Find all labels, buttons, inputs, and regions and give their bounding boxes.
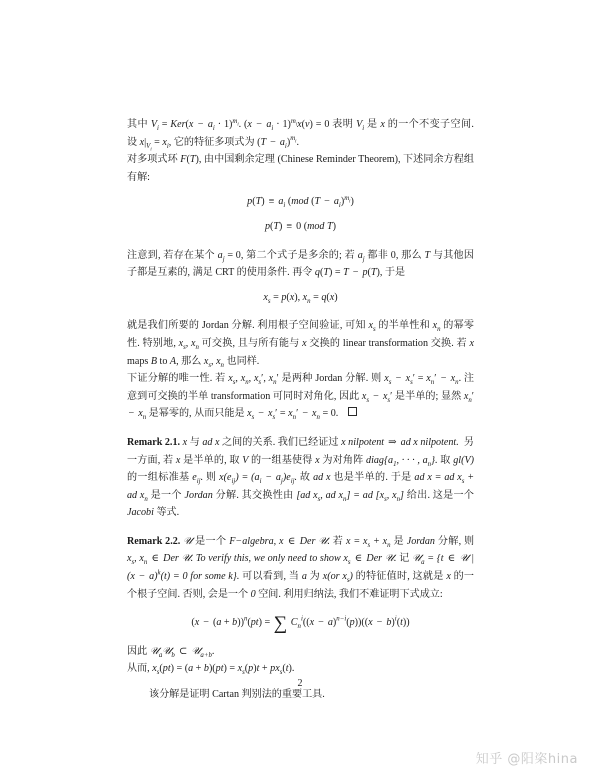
equation-1: $p(T) \equiv a_i$ (mod $(T - a_i)^{m_i}$) [247, 195, 354, 210]
paragraph-3: 注意到, 若存在某个 $a_j = 0$, 第二个式子是多余的; 若 $a_j$ 都非 0, 那么 T 与其他因子都是互素的, 满足 CRT 的使用条件. 再令 q(T) = T − p(T), 于是 [127, 249, 474, 279]
equation-2: p(T) ≡ 0 (mod T) [264, 220, 336, 232]
remark-2-2: Remark 2.2. 𝒰 是一个 F−algebra, x ∈ Der 𝒰. 若 $x = x_s + x_n$ 是 Jordan 分解, 则 $x_s$, $x_n$ ∈ Der 𝒰. To verify this, we only need to show $x_s$ ∈ Der 𝒰. 记 𝒰$_a$ = {t ∈ 𝒰 | $(x - a)^k(t) = 0$ for some k}. 可以看到, 当 a 为 x(or $x_s$) 的特征值时, 这就是 x 的一个根子空间. 否则, 会是一个 0 空间. 利用归纳法, 我们不难证明下式成立: [127, 535, 475, 600]
remark-2-1: Remark 2.1. x 与 ad x 之间的关系. 我们已经证过 x nilpotent ⇒ ad x nilpotent. 另一方面, 若 x 是半单的, 取 V 的一组基使得 x 为对角阵 $diag\{a_1$, · · · , $a_n$}. 取 gl(V) 的一组标准基 $e_{ij}$. 则 $x(e_{ij}) = (a_i - a_j)e_{ij}$. 故 ad x 也是半单的. 于是 ad x = ad $x_s$ + ad $x_n$ 是一个 Jordan 分解. 其交换性由 [ad $x_s$, ad $x_n$] = ad [$x_s$, $x_n$] 给出. 这是一个 Jacobi 等式. [127, 436, 475, 519]
paragraph-8: 该分解是证明 Cartan 判别法的重要工具. [149, 689, 325, 701]
equation-3: $x_s = p(x)$, $x_n = q(x)$ [263, 291, 338, 305]
summation-symbol: ∑ [273, 613, 288, 635]
paragraph-6: 因此 𝒰$_a$𝒰$_b$ ⊂ 𝒰$_{a+b}$. [127, 645, 215, 659]
qed-symbol [348, 407, 357, 416]
paragraph-7: 从而, $x_s(pt) = (a + b)(pt) = x_s(p)t + px_s(t)$. [127, 663, 295, 677]
remark-2-1-label: Remark 2.1. [127, 436, 181, 448]
page-content [127, 116, 474, 704]
page-number: 2 [297, 678, 303, 689]
spacer [127, 522, 474, 533]
paragraph-1: 其中 $V_i = Ker(x - a_i \cdot 1)^{m_i}$. $(x - a_i \cdot 1)^{m_i}x(v) = 0$ 表明 $V_i$ 是 x 的一个不变子空间. 设 $x|_{V_i} = x_i$, 它的特征多项式为 $(T - a_i)^{m_i}$. [127, 117, 474, 152]
paragraph-2: 对多项式环 F(T), 由中国剩余定理 (Chinese Reminder Theorem), 下述同余方程组有解: [127, 154, 474, 183]
paragraph-5: 下证分解的唯一性. 若 $x_s$, $x_n$, $x_s'$, $x_n'$ 是两种 Jordan 分解. 则 $x_s - x_s' = x_n' - x_n$. 注意到可交换的半单 transformation 可同时对角化, 因此 $x_s - x_s'$ 是半单的; 显然 $x_n' - x_n$ 是幂零的, 从而只能是 $x_s - x_s' = x_n' - x_n = 0$. [127, 373, 474, 422]
equation-4: $(x - (a + b))^n(pt)$ = ∑ $C_n^i((x - a)^{n-i}(p))((x - b)^i(t))$ [191, 613, 410, 635]
watermark: 知乎 @阳栥hina [475, 752, 578, 767]
paragraph-4: 就是我们所要的 Jordan 分解. 利用根子空间验证, 可知 $x_s$ 的半单性和 $x_n$ 的幂零性. 特别地, $x_s$, $x_n$ 可交换, 且与所有能与 x 交换的 linear transformation 交换. 若 x maps B to A, 那么 $x_s$, $x_n$ 也同样. [127, 320, 475, 369]
spacer [127, 603, 474, 607]
spacer [127, 423, 474, 434]
remark-2-2-label: Remark 2.2. [127, 535, 181, 547]
